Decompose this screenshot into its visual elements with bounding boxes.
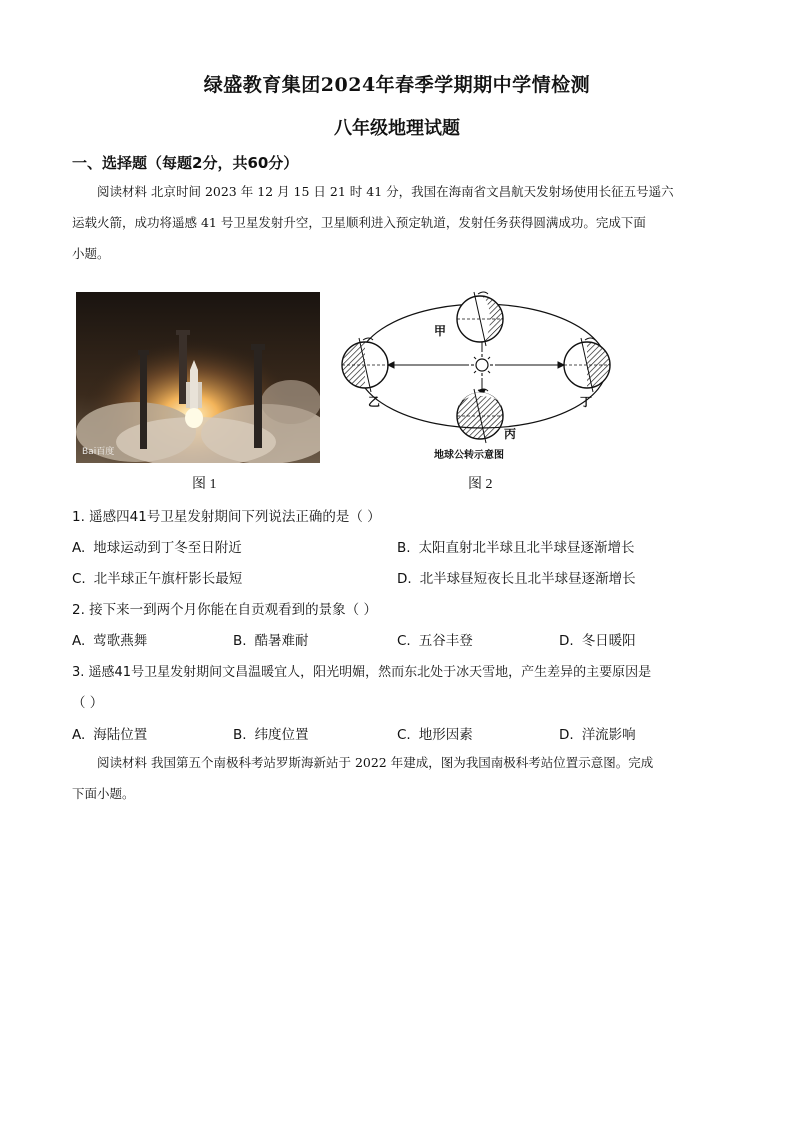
option-key: A. <box>72 540 86 556</box>
option-text: 北半球昼短夜长且北半球昼逐渐增长 <box>419 571 636 587</box>
option-text: 酷暑难耐 <box>254 633 309 649</box>
material-line: 下面小题。 <box>72 786 135 801</box>
option-a[interactable] <box>72 536 242 556</box>
option-c[interactable] <box>397 629 473 649</box>
question-stem: 1. 遥感四41号卫星发射期间下列说法正确的是（ ） <box>72 509 381 525</box>
option-text: 北半球正午旗杆影长最短 <box>93 571 243 587</box>
option-a[interactable] <box>72 723 147 743</box>
earth-ding <box>564 338 610 392</box>
option-key: B. <box>397 540 411 556</box>
option-key: C. <box>397 633 411 649</box>
material-line: 小题。 <box>72 246 110 261</box>
diagram-title: 地球公转示意图 <box>434 450 504 461</box>
option-b[interactable] <box>233 723 309 743</box>
option-a[interactable] <box>72 629 147 649</box>
material-line: 阅读材料 我国第五个南极科考站罗斯海新站于 2022 年建成，图为我国南极科考站位置示意图。完成 <box>97 755 654 770</box>
option-text: 纬度位置 <box>254 727 309 743</box>
option-text: 洋流影响 <box>581 727 636 743</box>
option-text: 海陆位置 <box>93 727 148 743</box>
option-key: D. <box>559 727 574 743</box>
earth-yi <box>342 338 388 392</box>
exam-subtitle: 八年级地理试题 <box>334 118 460 139</box>
question-stem: 2. 接下来一到两个月你能在自贡观看到的景象（ ） <box>72 602 377 618</box>
option-key: A. <box>72 633 86 649</box>
option-text: 五谷丰登 <box>418 633 473 649</box>
sun-icon <box>471 354 493 376</box>
option-c[interactable] <box>72 567 242 587</box>
option-key: A. <box>72 727 86 743</box>
section-heading: 一、选择题（每题2分，共60分） <box>72 154 299 172</box>
label-bing: 丙 <box>504 427 517 441</box>
option-b[interactable] <box>397 536 635 556</box>
option-key: B. <box>233 633 247 649</box>
option-key: C. <box>397 727 411 743</box>
photo-watermark: Bai百度 <box>82 447 115 457</box>
material-line: 阅读材料 北京时间 2023 年 12 月 15 日 21 时 41 分，我国在海南省文昌航天发射场使用长征五号遥六 <box>97 184 674 199</box>
option-d[interactable] <box>559 723 636 743</box>
option-text: 莺歌燕舞 <box>93 633 148 649</box>
rocket-launch-photo <box>76 292 320 463</box>
option-text: 太阳直射北半球且北半球昼逐渐增长 <box>418 540 635 556</box>
material-line: 运载火箭，成功将遥感 41 号卫星发射升空，卫星顺利进入预定轨道，发射任务获得圆满成功。完成下面 <box>72 215 646 230</box>
earth-jia <box>457 292 503 346</box>
option-text: 地形因素 <box>418 727 473 743</box>
option-d[interactable] <box>397 567 636 587</box>
option-d[interactable] <box>559 629 636 649</box>
option-key: D. <box>559 633 574 649</box>
figure1-caption: 图 1 <box>192 477 217 492</box>
option-key: C. <box>72 571 86 587</box>
option-c[interactable] <box>397 723 473 743</box>
option-b[interactable] <box>233 629 309 649</box>
question-stem: 3. 遥感41号卫星发射期间文昌温暖宜人，阳光明媚，然而东北处于冰天雪地，产生差异的主要原因是 <box>72 665 652 680</box>
label-jia: 甲 <box>434 324 447 338</box>
question-stem-cont: （ ） <box>72 695 104 711</box>
option-key: B. <box>233 727 247 743</box>
exam-title: 绿盛教育集团2024年春季学期期中学情检测 <box>203 74 591 96</box>
figure2-caption: 图 2 <box>468 477 493 492</box>
earth-revolution-diagram <box>334 288 630 464</box>
earth-bing <box>457 389 503 443</box>
option-text: 冬日暖阳 <box>581 633 636 649</box>
label-yi: 乙 <box>368 395 381 409</box>
label-ding: 丁 <box>580 395 593 409</box>
option-text: 地球运动到丁冬至日附近 <box>93 540 242 556</box>
option-key: D. <box>397 571 412 587</box>
